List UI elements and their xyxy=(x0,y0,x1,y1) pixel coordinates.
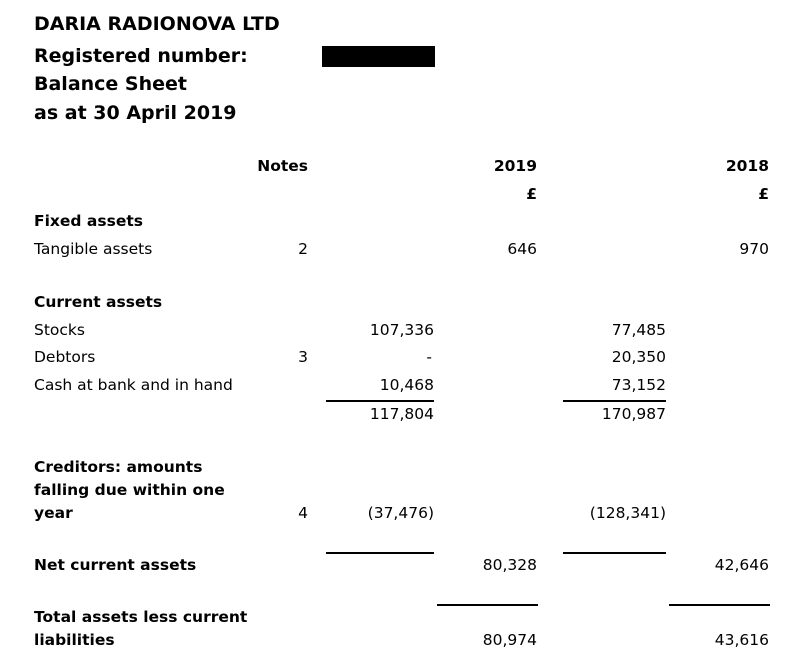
date-line: as at 30 April 2019 xyxy=(34,102,237,124)
stocks-current: 107,336 xyxy=(369,321,434,339)
current-assets-subtotal-prior: 170,987 xyxy=(601,405,666,423)
total-assets-less-cl-label-line1: Total assets less current xyxy=(34,608,248,626)
currency-current: £ xyxy=(526,185,537,203)
stocks-prior: 77,485 xyxy=(611,321,666,339)
creditors-label-line2: falling due within one xyxy=(34,481,225,499)
document-title: Balance Sheet xyxy=(34,73,187,95)
subtotal-rule-prior xyxy=(563,400,666,402)
creditors-label-line3: year xyxy=(34,504,73,522)
total-assets-less-cl-prior: 43,616 xyxy=(714,631,769,649)
debtors-prior: 20,350 xyxy=(611,348,666,366)
redacted-registered-number xyxy=(322,46,435,67)
creditors-rule-current xyxy=(326,552,434,554)
net-current-assets-label: Net current assets xyxy=(34,556,197,574)
debtors-current: - xyxy=(426,348,432,366)
tangible-assets-current: 646 xyxy=(507,240,537,258)
subtotal-rule-current xyxy=(326,400,434,402)
total-rule-current xyxy=(437,604,538,606)
cash-label: Cash at bank and in hand xyxy=(34,376,233,394)
tangible-assets-label: Tangible assets xyxy=(34,240,153,258)
creditors-prior: (128,341) xyxy=(589,504,666,522)
registered-number-label: Registered number: xyxy=(34,45,248,67)
current-assets-subtotal-current: 117,804 xyxy=(369,405,434,423)
net-current-assets-current: 80,328 xyxy=(482,556,537,574)
year-current-header: 2019 xyxy=(493,157,537,175)
currency-prior: £ xyxy=(758,185,769,203)
fixed-assets-heading: Fixed assets xyxy=(34,212,143,230)
creditors-label-line1: Creditors: amounts xyxy=(34,458,203,476)
debtors-label: Debtors xyxy=(34,348,96,366)
creditors-rule-prior xyxy=(563,552,666,554)
cash-prior: 73,152 xyxy=(611,376,666,394)
tangible-assets-prior: 970 xyxy=(739,240,769,258)
creditors-note: 4 xyxy=(298,504,308,522)
tangible-assets-note: 2 xyxy=(298,240,308,258)
debtors-note: 3 xyxy=(298,348,308,366)
company-name: DARIA RADIONOVA LTD xyxy=(34,13,280,35)
total-rule-prior xyxy=(669,604,770,606)
cash-current: 10,468 xyxy=(379,376,434,394)
year-prior-header: 2018 xyxy=(725,157,769,175)
total-assets-less-cl-label-line2: liabilities xyxy=(34,631,115,649)
notes-header: Notes xyxy=(257,157,308,175)
creditors-current: (37,476) xyxy=(367,504,434,522)
stocks-label: Stocks xyxy=(34,321,85,339)
net-current-assets-prior: 42,646 xyxy=(714,556,769,574)
total-assets-less-cl-current: 80,974 xyxy=(482,631,537,649)
current-assets-heading: Current assets xyxy=(34,293,163,311)
